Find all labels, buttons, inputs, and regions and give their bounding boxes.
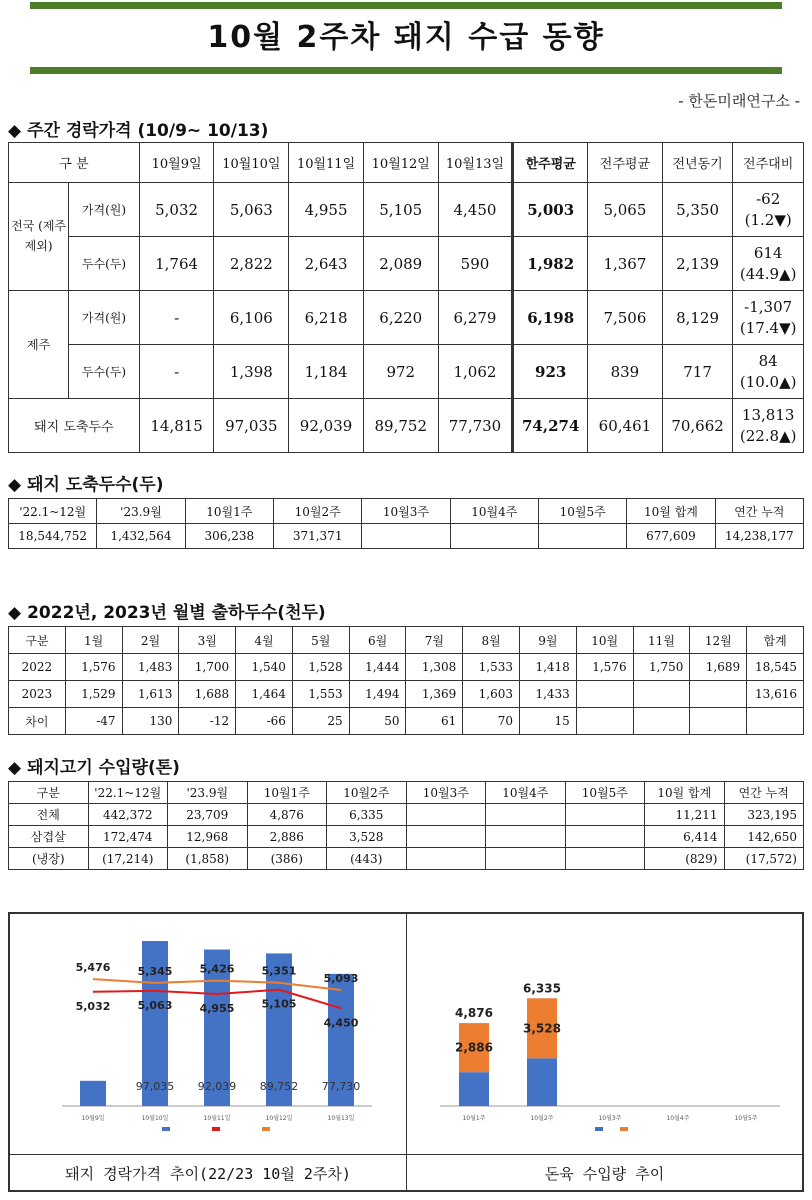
diff-cell [733,183,804,237]
cell: 3,528 [327,826,407,848]
header-cell: 11월 [633,627,690,654]
cell: 1,529 [65,681,122,708]
cell [406,826,486,848]
cell: 1,982 [513,237,588,291]
table-row [9,848,804,870]
cell: (443) [327,848,407,870]
diff-value: 13,813 [741,406,795,425]
x-tick-label: 10월4주 [666,1115,690,1122]
header-cell: 10월5주 [538,499,626,524]
header-cell: 10월13일 [438,143,513,183]
cell: 323,195 [724,804,804,826]
cell: 2,886 [247,826,327,848]
table-row [9,826,804,848]
cell: 1,483 [122,654,179,681]
header-cell: 8월 [463,627,520,654]
cell: - [139,291,214,345]
cell: 1,603 [463,681,520,708]
header-cell: 10월 합계 [627,499,715,524]
diff-pct: (17.4▼) [739,318,797,337]
header-cell: 10월2주 [273,499,361,524]
cell: -47 [65,708,122,735]
header-cell: 전주대비 [733,143,804,183]
cell: 8,129 [662,291,733,345]
chart2-caption: 돈육 수입량 추이 [544,1165,665,1183]
title-banner [30,2,782,74]
header-cell: 7월 [406,627,463,654]
cell: 1,688 [179,681,236,708]
diff-value: -1,307 [744,298,793,317]
header-cell: 12월 [690,627,747,654]
diff-pct: (44.9▲) [739,264,797,283]
row-label: 가격(원) [69,291,140,345]
cell: 50 [349,708,406,735]
table-row [9,345,804,399]
cell: 92,039 [289,399,364,453]
cell: 1,433 [520,681,577,708]
header-cell: 연간 누적 [715,499,803,524]
cell: 7,506 [588,291,663,345]
diff-cell [733,237,804,291]
diamond-icon: ◆ [8,121,22,141]
header-cell: 전년동기 [662,143,733,183]
cell: 717 [662,345,733,399]
cell: 923 [513,345,588,399]
header-cell: 10월3주 [362,499,450,524]
header-cell: 10월11일 [289,143,364,183]
cell: 삼겹살 [9,826,89,848]
cell: 1,576 [65,654,122,681]
header-cell: '22.1~12월 [9,499,97,524]
cell: 13,616 [747,681,804,708]
header-cell: 구 분 [9,143,140,183]
segment-data-label: 2,886 [455,1040,493,1055]
header-cell: 2월 [122,627,179,654]
cell: 677,609 [627,524,715,549]
header-cell: 10월5주 [565,782,645,804]
line-data-label: 5,351 [261,964,297,978]
x-tick-label: 10월13일 [327,1115,355,1122]
legend-swatch [162,1127,170,1131]
cell: 839 [588,345,663,399]
charts-panel [8,912,804,1192]
cell: 6,335 [327,804,407,826]
legend-swatch [595,1127,603,1131]
legend-swatch [262,1127,270,1131]
cell: 15 [520,708,577,735]
cell: 14,238,177 [715,524,803,549]
page-title: 10월 2주차 돼지 수급 동향 [207,20,605,55]
section3-heading [8,598,326,623]
diff-pct: (10.0▲) [739,372,797,391]
cell: 1,494 [349,681,406,708]
bar-data-label: 77,730 [321,1080,361,1093]
cell: 1,689 [690,654,747,681]
cell: 972 [363,345,438,399]
cell [565,804,645,826]
source-label: - 한돈미래연구소 - [678,92,800,110]
cell: 130 [122,708,179,735]
cell [747,708,804,735]
line-data-label: 5,105 [261,997,297,1011]
cell: 1,540 [236,654,293,681]
cell: 89,752 [363,399,438,453]
header-cell: 한주평균 [513,143,588,183]
cell: 5,032 [139,183,214,237]
table-header-row [9,627,804,654]
cell: 2,089 [363,237,438,291]
header-cell: 9월 [520,627,577,654]
cell: 4,876 [247,804,327,826]
header-cell: 10월1주 [247,782,327,804]
cell: 1,764 [139,237,214,291]
cell: 1,444 [349,654,406,681]
diamond-icon: ◆ [8,603,22,623]
cell: 77,730 [438,399,513,453]
cell: 2,139 [662,237,733,291]
header-cell: '23.9월 [97,499,185,524]
cell: 23,709 [168,804,248,826]
stack-bar-base [527,1058,557,1106]
cell [565,848,645,870]
cell: 1,750 [633,654,690,681]
cell: 1,613 [122,681,179,708]
cell [406,848,486,870]
line-data-label: 5,345 [137,964,173,978]
bar-data-label: 97,035 [135,1080,175,1093]
import-trend-chart [410,916,802,1152]
cell [450,524,538,549]
cell: (829) [645,848,725,870]
cell: 6,220 [363,291,438,345]
cell: 371,371 [273,524,361,549]
section4-heading-text: 돼지고기 수입량(톤) [27,758,180,778]
diff-pct: (1.2▼) [744,210,792,229]
header-cell: 구분 [9,627,66,654]
table-row [9,399,804,453]
header-cell: 전주평균 [588,143,663,183]
diamond-icon: ◆ [8,758,22,778]
cell [486,826,566,848]
cell [538,524,626,549]
cell: 70,662 [662,399,733,453]
cell: 1,432,564 [97,524,185,549]
section1-heading [8,116,268,141]
cell: 1,528 [292,654,349,681]
caption-rule [10,1154,802,1155]
cell: 1,700 [179,654,236,681]
cell [633,681,690,708]
cell: 70 [463,708,520,735]
diff-value: 84 [758,352,778,371]
diamond-icon: ◆ [8,475,22,495]
section3-heading-text: 2022년, 2023년 월별 출하두수(천두) [27,603,326,623]
cell [486,848,566,870]
monthly-shipment-table [8,626,804,735]
header-cell: 10월9일 [139,143,214,183]
row-label: 두수(두) [69,345,140,399]
table-header-row [9,499,804,524]
header-cell: '23.9월 [168,782,248,804]
header-cell: 연간 누적 [724,782,804,804]
slaughter-count-table [8,498,804,549]
header-cell: '22.1~12월 [88,782,168,804]
header-cell: 10월 [576,627,633,654]
header-cell: 10월10일 [214,143,289,183]
table-row [9,524,804,549]
cell: 142,650 [724,826,804,848]
cell: 차이 [9,708,66,735]
diff-pct: (22.8▲) [739,426,797,445]
diff-cell [733,345,804,399]
cell: 14,815 [139,399,214,453]
line-data-label: 4,450 [323,1016,359,1030]
cell: 1,308 [406,654,463,681]
header-cell: 10월1주 [185,499,273,524]
cell [576,708,633,735]
cell: 2,643 [289,237,364,291]
line-data-label: 5,063 [137,998,173,1012]
cell: 6,279 [438,291,513,345]
cell: 25 [292,708,349,735]
cell: 1,533 [463,654,520,681]
x-tick-label: 10월1주 [462,1115,486,1122]
auction-price-table [8,142,804,453]
price-trend-chart [12,916,404,1152]
table-header-row [9,143,804,183]
cell: 5,105 [363,183,438,237]
cell [406,804,486,826]
cell: 2023 [9,681,66,708]
cell: 1,184 [289,345,364,399]
line-data-label: 5,426 [199,962,235,976]
table-row [9,804,804,826]
table-header-row [9,782,804,804]
bar-data-label: 89,752 [259,1080,299,1093]
cell: 97,035 [214,399,289,453]
diff-value: -62 [756,190,781,209]
cell: 61 [406,708,463,735]
x-tick-label: 10월3주 [598,1115,622,1122]
header-cell: 10월 합계 [645,782,725,804]
table-row [9,654,804,681]
cell: 5,003 [513,183,588,237]
cell: 1,576 [576,654,633,681]
cell: (386) [247,848,327,870]
section2-heading-text: 돼지 도축두수(두) [27,475,164,495]
cell: 1,553 [292,681,349,708]
header-cell: 10월4주 [486,782,566,804]
header-cell: 합계 [747,627,804,654]
cell: 1,369 [406,681,463,708]
cell: (1,858) [168,848,248,870]
row-label: 두수(두) [69,237,140,291]
legend-swatch [620,1127,628,1131]
cell [576,681,633,708]
cell [633,708,690,735]
header-cell: 구분 [9,782,89,804]
segment-data-label: 3,528 [523,1021,561,1036]
chart-bar [80,1081,106,1106]
row-label: 가격(원) [69,183,140,237]
cell [690,708,747,735]
legend-swatch [212,1127,220,1131]
bar-data-label: 92,039 [197,1080,237,1093]
table-row [9,708,804,735]
cell: 1,367 [588,237,663,291]
header-cell: 4월 [236,627,293,654]
line-data-label: 5,032 [75,999,111,1013]
table-row [9,681,804,708]
cell: 2022 [9,654,66,681]
header-cell: 10월2주 [327,782,407,804]
total-data-label: 6,335 [523,981,561,996]
cell [690,681,747,708]
cell: 1,418 [520,654,577,681]
cell: 전체 [9,804,89,826]
stack-bar-base [459,1072,489,1106]
line-data-label: 5,093 [323,972,359,986]
group-label: 전국 (제주 제외) [9,183,69,291]
cell: 1,062 [438,345,513,399]
title-rule-bottom [30,67,782,74]
diff-value: 614 [753,244,783,263]
x-tick-label: 10월11일 [203,1115,231,1122]
header-cell: 3월 [179,627,236,654]
table-row [9,183,804,237]
x-tick-label: 10월9일 [81,1115,105,1122]
cell: 4,450 [438,183,513,237]
header-cell: 10월4주 [450,499,538,524]
pork-import-table [8,781,804,870]
cell: 6,198 [513,291,588,345]
cell: -12 [179,708,236,735]
cell: 5,063 [214,183,289,237]
header-cell: 5월 [292,627,349,654]
cell: - [139,345,214,399]
cell: 4,955 [289,183,364,237]
x-tick-label: 10월5주 [734,1115,758,1122]
cell: (17,572) [724,848,804,870]
cell [362,524,450,549]
cell: 2,822 [214,237,289,291]
cell: (냉장) [9,848,89,870]
cell: 11,211 [645,804,725,826]
cell: 5,065 [588,183,663,237]
cell: 6,414 [645,826,725,848]
row-label: 돼지 도축두수 [9,399,140,453]
cell: 18,545 [747,654,804,681]
header-cell: 10월12일 [363,143,438,183]
header-cell: 6월 [349,627,406,654]
diff-cell [733,399,804,453]
cell: 6,218 [289,291,364,345]
cell: 590 [438,237,513,291]
line-data-label: 5,476 [75,961,111,975]
table-row [9,291,804,345]
cell [486,804,566,826]
table-row [9,237,804,291]
diff-cell [733,291,804,345]
cell: 306,238 [185,524,273,549]
cell: 1,464 [236,681,293,708]
title-rule-top [30,2,782,9]
section2-heading [8,470,164,495]
cell: 18,544,752 [9,524,97,549]
group-label: 제주 [9,291,69,399]
cell: 60,461 [588,399,663,453]
cell: 12,968 [168,826,248,848]
cell: 6,106 [214,291,289,345]
section4-heading [8,753,180,778]
x-tick-label: 10월12일 [265,1115,293,1122]
line-data-label: 4,955 [199,1001,235,1015]
total-data-label: 4,876 [455,1006,493,1021]
x-tick-label: 10월2주 [530,1115,554,1122]
chart1-caption: 돼지 경락가격 추이(22/23 10월 2주차) [65,1165,351,1183]
header-cell: 1월 [65,627,122,654]
cell: (17,214) [88,848,168,870]
section1-heading-text: 주간 경락가격 (10/9~ 10/13) [27,121,269,141]
cell: 172,474 [88,826,168,848]
header-cell: 10월3주 [406,782,486,804]
x-tick-label: 10월10일 [141,1115,169,1122]
cell [565,826,645,848]
cell: 74,274 [513,399,588,453]
cell: 442,372 [88,804,168,826]
chart-divider [406,914,407,1190]
cell: -66 [236,708,293,735]
cell: 5,350 [662,183,733,237]
cell: 1,398 [214,345,289,399]
